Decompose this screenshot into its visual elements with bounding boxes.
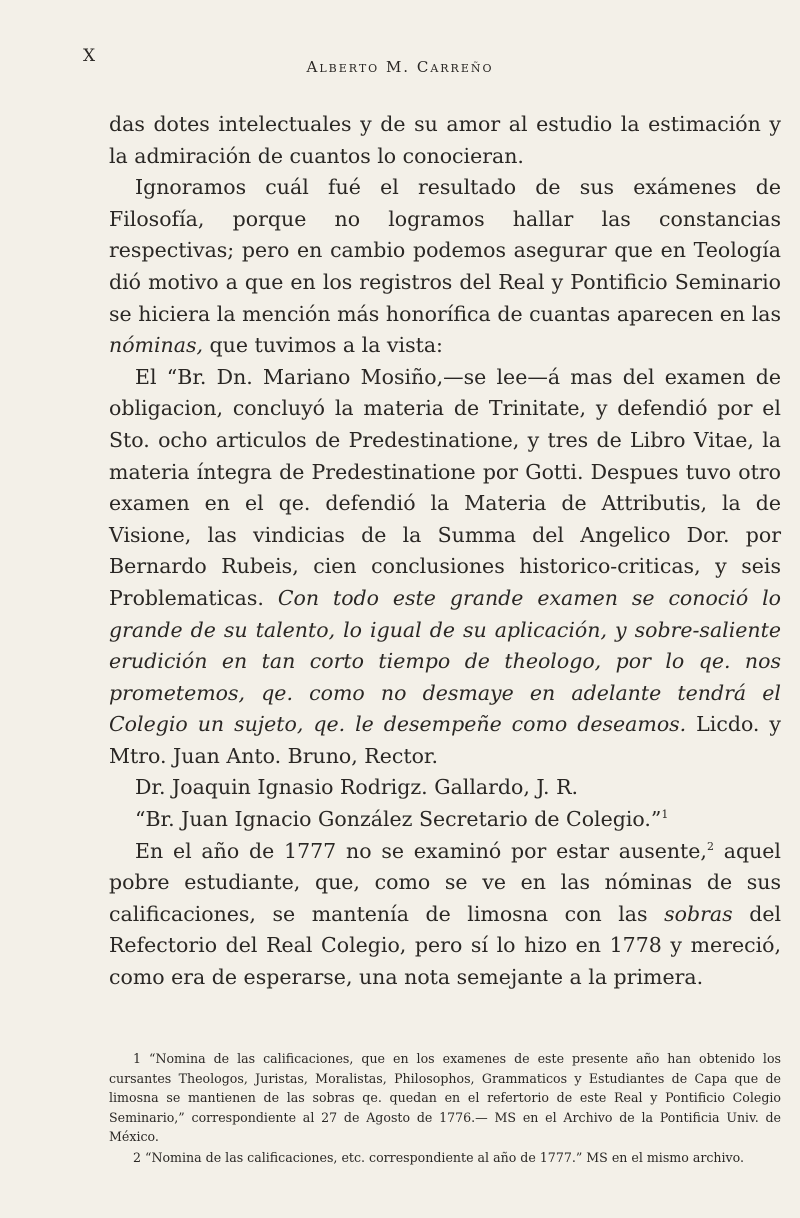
paragraph-6-text-a: En el año de 1777 no se examinó por estar ausente, <box>135 838 707 863</box>
paragraph-6-text-b: aquel pobre estudiante, que, como se ve en las nóminas de sus calificaciones, se mantenía de limosna con las <box>109 838 781 926</box>
paragraph-2 <box>109 172 781 362</box>
paragraph-3 <box>109 362 781 773</box>
paragraph-5 <box>109 804 781 836</box>
footnote-1: 1 “Nomina de las calificaciones, que en los examenes de este presente año han obtenido los cursantes Theologos, Juristas, Moralistas, Philosophos, Grammaticos y Estudiantes de Capa que de limosna se mantienen de las sobras qe. quedan en el refertorio de este Real y Pontificio Colegio Seminario,” correspondiente al 27 de Agosto de 1776.— MS en el Archivo de la Pontificia Univ. de México. <box>109 1051 781 1145</box>
paragraph-6 <box>109 836 781 994</box>
paragraph-6-text-c: del Refectorio del Real Colegio, pero sí lo hizo en 1778 y mereció, como era de esperarse, una nota semejante a la primera. <box>109 901 782 990</box>
running-head: Alberto M. Carreño <box>306 58 494 76</box>
footnote-2: 2 “Nomina de las calificaciones, etc. correspondiente al año de 1777.” MS en el mismo archivo. <box>133 1149 745 1165</box>
footnote-ref-2: 2 <box>706 839 714 853</box>
paragraph-3-text-b: Licdo. y Mtro. Juan Anto. Bruno, Rector. <box>109 712 781 768</box>
body-text <box>109 109 781 994</box>
paragraph-5-text: “Br. Juan Ignacio González Secretario de Colegio.” <box>135 807 662 832</box>
paragraph-4: Dr. Joaquin Ignasio Rodrigz. Gallardo, J. R. <box>135 775 579 800</box>
paragraph-3-italic: Con todo este grande examen se conoció lo grande de su talento, lo igual de su aplicación, y sobre-saliente erudición en tan corto tiempo de theologo, por lo qe. nos prometemos, qe. como no desmaye en adelante tendrá el Colegio un sujeto, qe. le desempeñe como deseamos. <box>109 585 781 737</box>
paragraph-2-text-a: Ignoramos cuál fué el resultado de sus exámenes de Filosofía, porque no logramos hallar las constancias respectivas; pero en cambio podemos asegurar que en Teología dió motivo a que en los registros del Real y Pontificio Seminario se hiciera la mención más honorífica de cuantas aparecen en las <box>109 175 781 326</box>
paragraph-2-text-b: que tuvimos a la vista: <box>203 333 443 358</box>
paragraph-3-text-a: El “Br. Dn. Mariano Mosiño,—se lee—á mas del examen de obligacion, concluyó la materia de Trinitate, y defendió por el Sto. ocho articulos de Predestinatione, y tres de Libro Vitae, la materia íntegra de Predestinatione por Gotti. Despues tuvo otro examen en el qe. defendió la Materia de Attributis, la de Visione, las vindicias de la Summa del Angelico Dor. por Bernardo Rubeis, cien conclusiones historico-criticas, y seis Problematicas. <box>109 364 781 610</box>
page-number: X <box>83 46 97 66</box>
footnote-ref-1: 1 <box>661 808 669 822</box>
paragraph-2-italic: nóminas, <box>109 333 204 358</box>
paragraph-1: das dotes intelectuales y de su amor al estudio la estimación y la admiración de cuantos lo conocieran. <box>109 112 781 168</box>
paragraph-6-italic: sobras <box>664 901 733 926</box>
footnotes <box>109 1049 781 1169</box>
